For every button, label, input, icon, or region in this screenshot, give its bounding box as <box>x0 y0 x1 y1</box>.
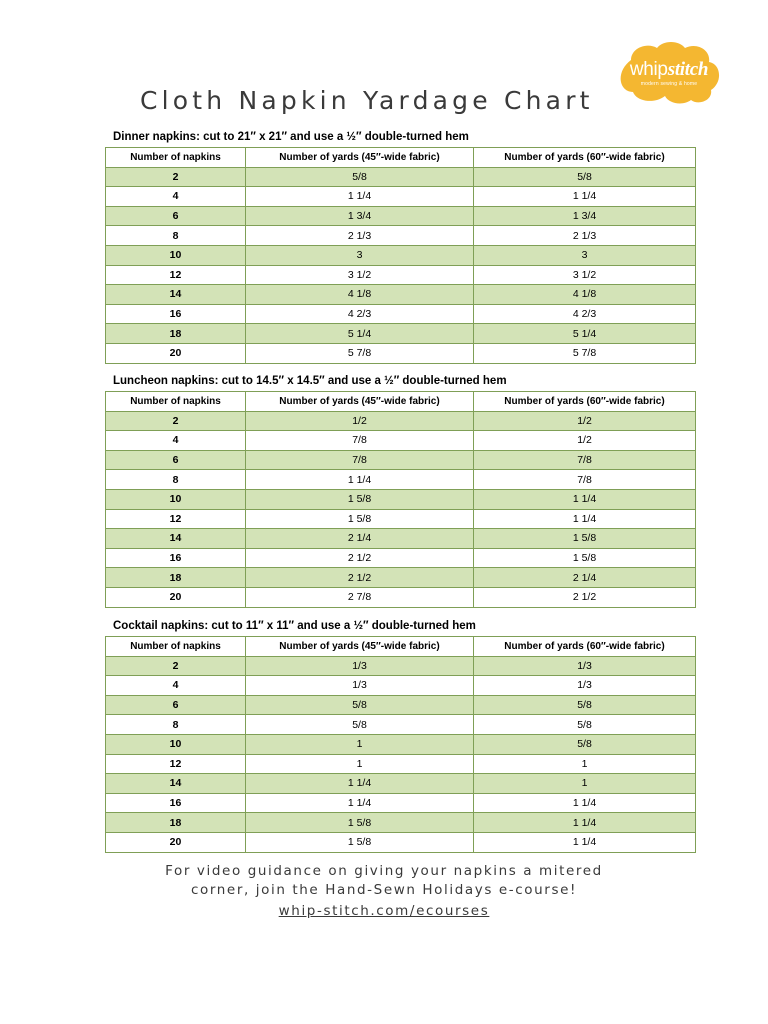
cell-yards-45: 1 1/4 <box>246 470 474 490</box>
cell-napkin-count: 14 <box>106 774 246 794</box>
cell-yards-45: 1 5/8 <box>246 813 474 833</box>
table-row <box>106 793 696 813</box>
table-row <box>106 411 696 431</box>
logo-tagline: modern sewing & home <box>640 81 698 87</box>
table-header-row <box>106 637 696 657</box>
table-row <box>106 676 696 696</box>
cell-yards-45: 1 1/4 <box>246 774 474 794</box>
column-header-45: Number of yards (45″-wide fabric) <box>246 637 474 657</box>
cell-napkin-count: 4 <box>106 431 246 451</box>
cell-napkin-count: 2 <box>106 167 246 187</box>
column-header-napkins: Number of napkins <box>106 637 246 657</box>
table-row <box>106 226 696 246</box>
table-row <box>106 754 696 774</box>
cell-napkin-count: 2 <box>106 656 246 676</box>
cell-napkin-count: 8 <box>106 226 246 246</box>
cell-napkin-count: 16 <box>106 304 246 324</box>
table-row <box>106 734 696 754</box>
page-title: Cloth Napkin Yardage Chart <box>140 86 594 115</box>
cell-napkin-count: 14 <box>106 529 246 549</box>
cell-napkin-count: 14 <box>106 285 246 305</box>
cell-yards-45: 1 <box>246 754 474 774</box>
table-row <box>106 774 696 794</box>
footer-line-2: corner, join the Hand-Sewn Holidays e-course! <box>190 882 577 898</box>
table-row <box>106 568 696 588</box>
cell-napkin-count: 10 <box>106 245 246 265</box>
section-heading: Cocktail napkins: cut to 11″ x 11″ and use a ½″ double-turned hem <box>113 620 476 632</box>
cell-napkin-count: 20 <box>106 343 246 363</box>
cell-yards-60: 2 1/4 <box>474 568 696 588</box>
cell-napkin-count: 4 <box>106 187 246 207</box>
table-row <box>106 587 696 607</box>
table-row <box>106 489 696 509</box>
cell-yards-60: 1 1/4 <box>474 509 696 529</box>
logo-wordmark <box>613 60 725 79</box>
cell-yards-60: 5 7/8 <box>474 343 696 363</box>
table-row <box>106 548 696 568</box>
cell-yards-60: 1 <box>474 774 696 794</box>
cell-yards-45: 2 1/2 <box>246 568 474 588</box>
cell-yards-45: 4 2/3 <box>246 304 474 324</box>
table-header-row <box>106 148 696 168</box>
cell-napkin-count: 12 <box>106 265 246 285</box>
cell-yards-45: 5 1/4 <box>246 324 474 344</box>
cell-napkin-count: 10 <box>106 489 246 509</box>
cell-yards-60: 1 1/4 <box>474 187 696 207</box>
cell-yards-60: 7/8 <box>474 450 696 470</box>
cell-yards-60: 1 1/4 <box>474 793 696 813</box>
section-cocktail-napkins <box>105 620 695 853</box>
table-row <box>106 304 696 324</box>
cell-yards-60: 1/3 <box>474 656 696 676</box>
cell-yards-45: 1/2 <box>246 411 474 431</box>
table-row <box>106 656 696 676</box>
cell-yards-60: 1/2 <box>474 411 696 431</box>
cell-yards-60: 1/2 <box>474 431 696 451</box>
column-header-60: Number of yards (60″-wide fabric) <box>474 148 696 168</box>
section-heading: Dinner napkins: cut to 21″ x 21″ and use a ½″ double-turned hem <box>113 131 469 143</box>
cell-yards-45: 3 <box>246 245 474 265</box>
cell-yards-45: 5/8 <box>246 695 474 715</box>
cell-yards-45: 7/8 <box>246 431 474 451</box>
cell-yards-45: 1 <box>246 734 474 754</box>
table-row <box>106 529 696 549</box>
table-row <box>106 431 696 451</box>
cell-yards-45: 1 3/4 <box>246 206 474 226</box>
cell-napkin-count: 6 <box>106 695 246 715</box>
cell-yards-60: 5/8 <box>474 167 696 187</box>
cell-yards-60: 1/3 <box>474 676 696 696</box>
footer <box>0 862 768 922</box>
cell-yards-60: 4 2/3 <box>474 304 696 324</box>
cell-yards-60: 1 1/4 <box>474 489 696 509</box>
cell-napkin-count: 20 <box>106 587 246 607</box>
cell-yards-60: 5/8 <box>474 734 696 754</box>
yardage-table-luncheon <box>105 391 696 608</box>
cell-napkin-count: 10 <box>106 734 246 754</box>
cell-yards-60: 5/8 <box>474 695 696 715</box>
whipstitch-logo <box>613 38 725 104</box>
cell-yards-45: 1/3 <box>246 676 474 696</box>
cell-yards-60: 2 1/3 <box>474 226 696 246</box>
cell-yards-45: 1 5/8 <box>246 832 474 852</box>
table-row <box>106 470 696 490</box>
cell-yards-45: 1 1/4 <box>246 793 474 813</box>
cell-napkin-count: 4 <box>106 676 246 696</box>
cell-yards-60: 5 1/4 <box>474 324 696 344</box>
table-row <box>106 695 696 715</box>
table-row <box>106 265 696 285</box>
cell-napkin-count: 2 <box>106 411 246 431</box>
cell-napkin-count: 16 <box>106 793 246 813</box>
cell-yards-60: 1 1/4 <box>474 832 696 852</box>
cell-yards-60: 4 1/8 <box>474 285 696 305</box>
cell-yards-60: 1 1/4 <box>474 813 696 833</box>
table-row <box>106 167 696 187</box>
column-header-60: Number of yards (60″-wide fabric) <box>474 637 696 657</box>
table-row <box>106 187 696 207</box>
cell-yards-45: 5 7/8 <box>246 343 474 363</box>
cell-yards-60: 1 5/8 <box>474 548 696 568</box>
yardage-table-dinner <box>105 147 696 364</box>
table-row <box>106 832 696 852</box>
cell-yards-45: 5/8 <box>246 167 474 187</box>
table-row <box>106 324 696 344</box>
cell-yards-45: 3 1/2 <box>246 265 474 285</box>
section-luncheon-napkins <box>105 375 695 608</box>
table-row <box>106 285 696 305</box>
cell-yards-60: 3 <box>474 245 696 265</box>
cell-napkin-count: 20 <box>106 832 246 852</box>
cell-napkin-count: 8 <box>106 715 246 735</box>
cell-yards-60: 3 1/2 <box>474 265 696 285</box>
cell-yards-45: 4 1/8 <box>246 285 474 305</box>
column-header-napkins: Number of napkins <box>106 392 246 412</box>
cell-yards-60: 5/8 <box>474 715 696 735</box>
cell-yards-45: 2 1/2 <box>246 548 474 568</box>
yardage-table-cocktail <box>105 636 696 853</box>
cell-yards-60: 7/8 <box>474 470 696 490</box>
cell-yards-45: 1/3 <box>246 656 474 676</box>
cell-napkin-count: 18 <box>106 568 246 588</box>
table-row <box>106 813 696 833</box>
cell-yards-60: 1 3/4 <box>474 206 696 226</box>
cell-napkin-count: 12 <box>106 509 246 529</box>
table-row <box>106 206 696 226</box>
cell-napkin-count: 18 <box>106 813 246 833</box>
table-row <box>106 715 696 735</box>
column-header-45: Number of yards (45″-wide fabric) <box>246 392 474 412</box>
cell-yards-60: 2 1/2 <box>474 587 696 607</box>
cell-napkin-count: 16 <box>106 548 246 568</box>
footer-url-link[interactable]: whip-stitch.com/ecourses <box>278 903 490 919</box>
section-dinner-napkins <box>105 131 695 364</box>
footer-line-1: For video guidance on giving your napkins a mitered <box>165 863 603 879</box>
cell-yards-45: 2 7/8 <box>246 587 474 607</box>
column-header-napkins: Number of napkins <box>106 148 246 168</box>
cell-napkin-count: 18 <box>106 324 246 344</box>
cell-yards-60: 1 <box>474 754 696 774</box>
cell-yards-45: 5/8 <box>246 715 474 735</box>
cell-yards-45: 1 5/8 <box>246 489 474 509</box>
cell-napkin-count: 6 <box>106 450 246 470</box>
table-row <box>106 245 696 265</box>
table-header-row <box>106 392 696 412</box>
logo-word-whip: whip <box>629 59 668 80</box>
column-header-60: Number of yards (60″-wide fabric) <box>474 392 696 412</box>
section-heading: Luncheon napkins: cut to 14.5″ x 14.5″ and use a ½″ double-turned hem <box>113 375 507 387</box>
cell-napkin-count: 12 <box>106 754 246 774</box>
table-row <box>106 450 696 470</box>
cell-napkin-count: 8 <box>106 470 246 490</box>
table-row <box>106 509 696 529</box>
cell-yards-45: 1 5/8 <box>246 509 474 529</box>
cell-yards-45: 2 1/3 <box>246 226 474 246</box>
logo-word-stitch: stitch <box>667 59 709 80</box>
cell-yards-45: 7/8 <box>246 450 474 470</box>
table-row <box>106 343 696 363</box>
cell-yards-60: 1 5/8 <box>474 529 696 549</box>
cell-yards-45: 2 1/4 <box>246 529 474 549</box>
cell-napkin-count: 6 <box>106 206 246 226</box>
cell-yards-45: 1 1/4 <box>246 187 474 207</box>
column-header-45: Number of yards (45″-wide fabric) <box>246 148 474 168</box>
